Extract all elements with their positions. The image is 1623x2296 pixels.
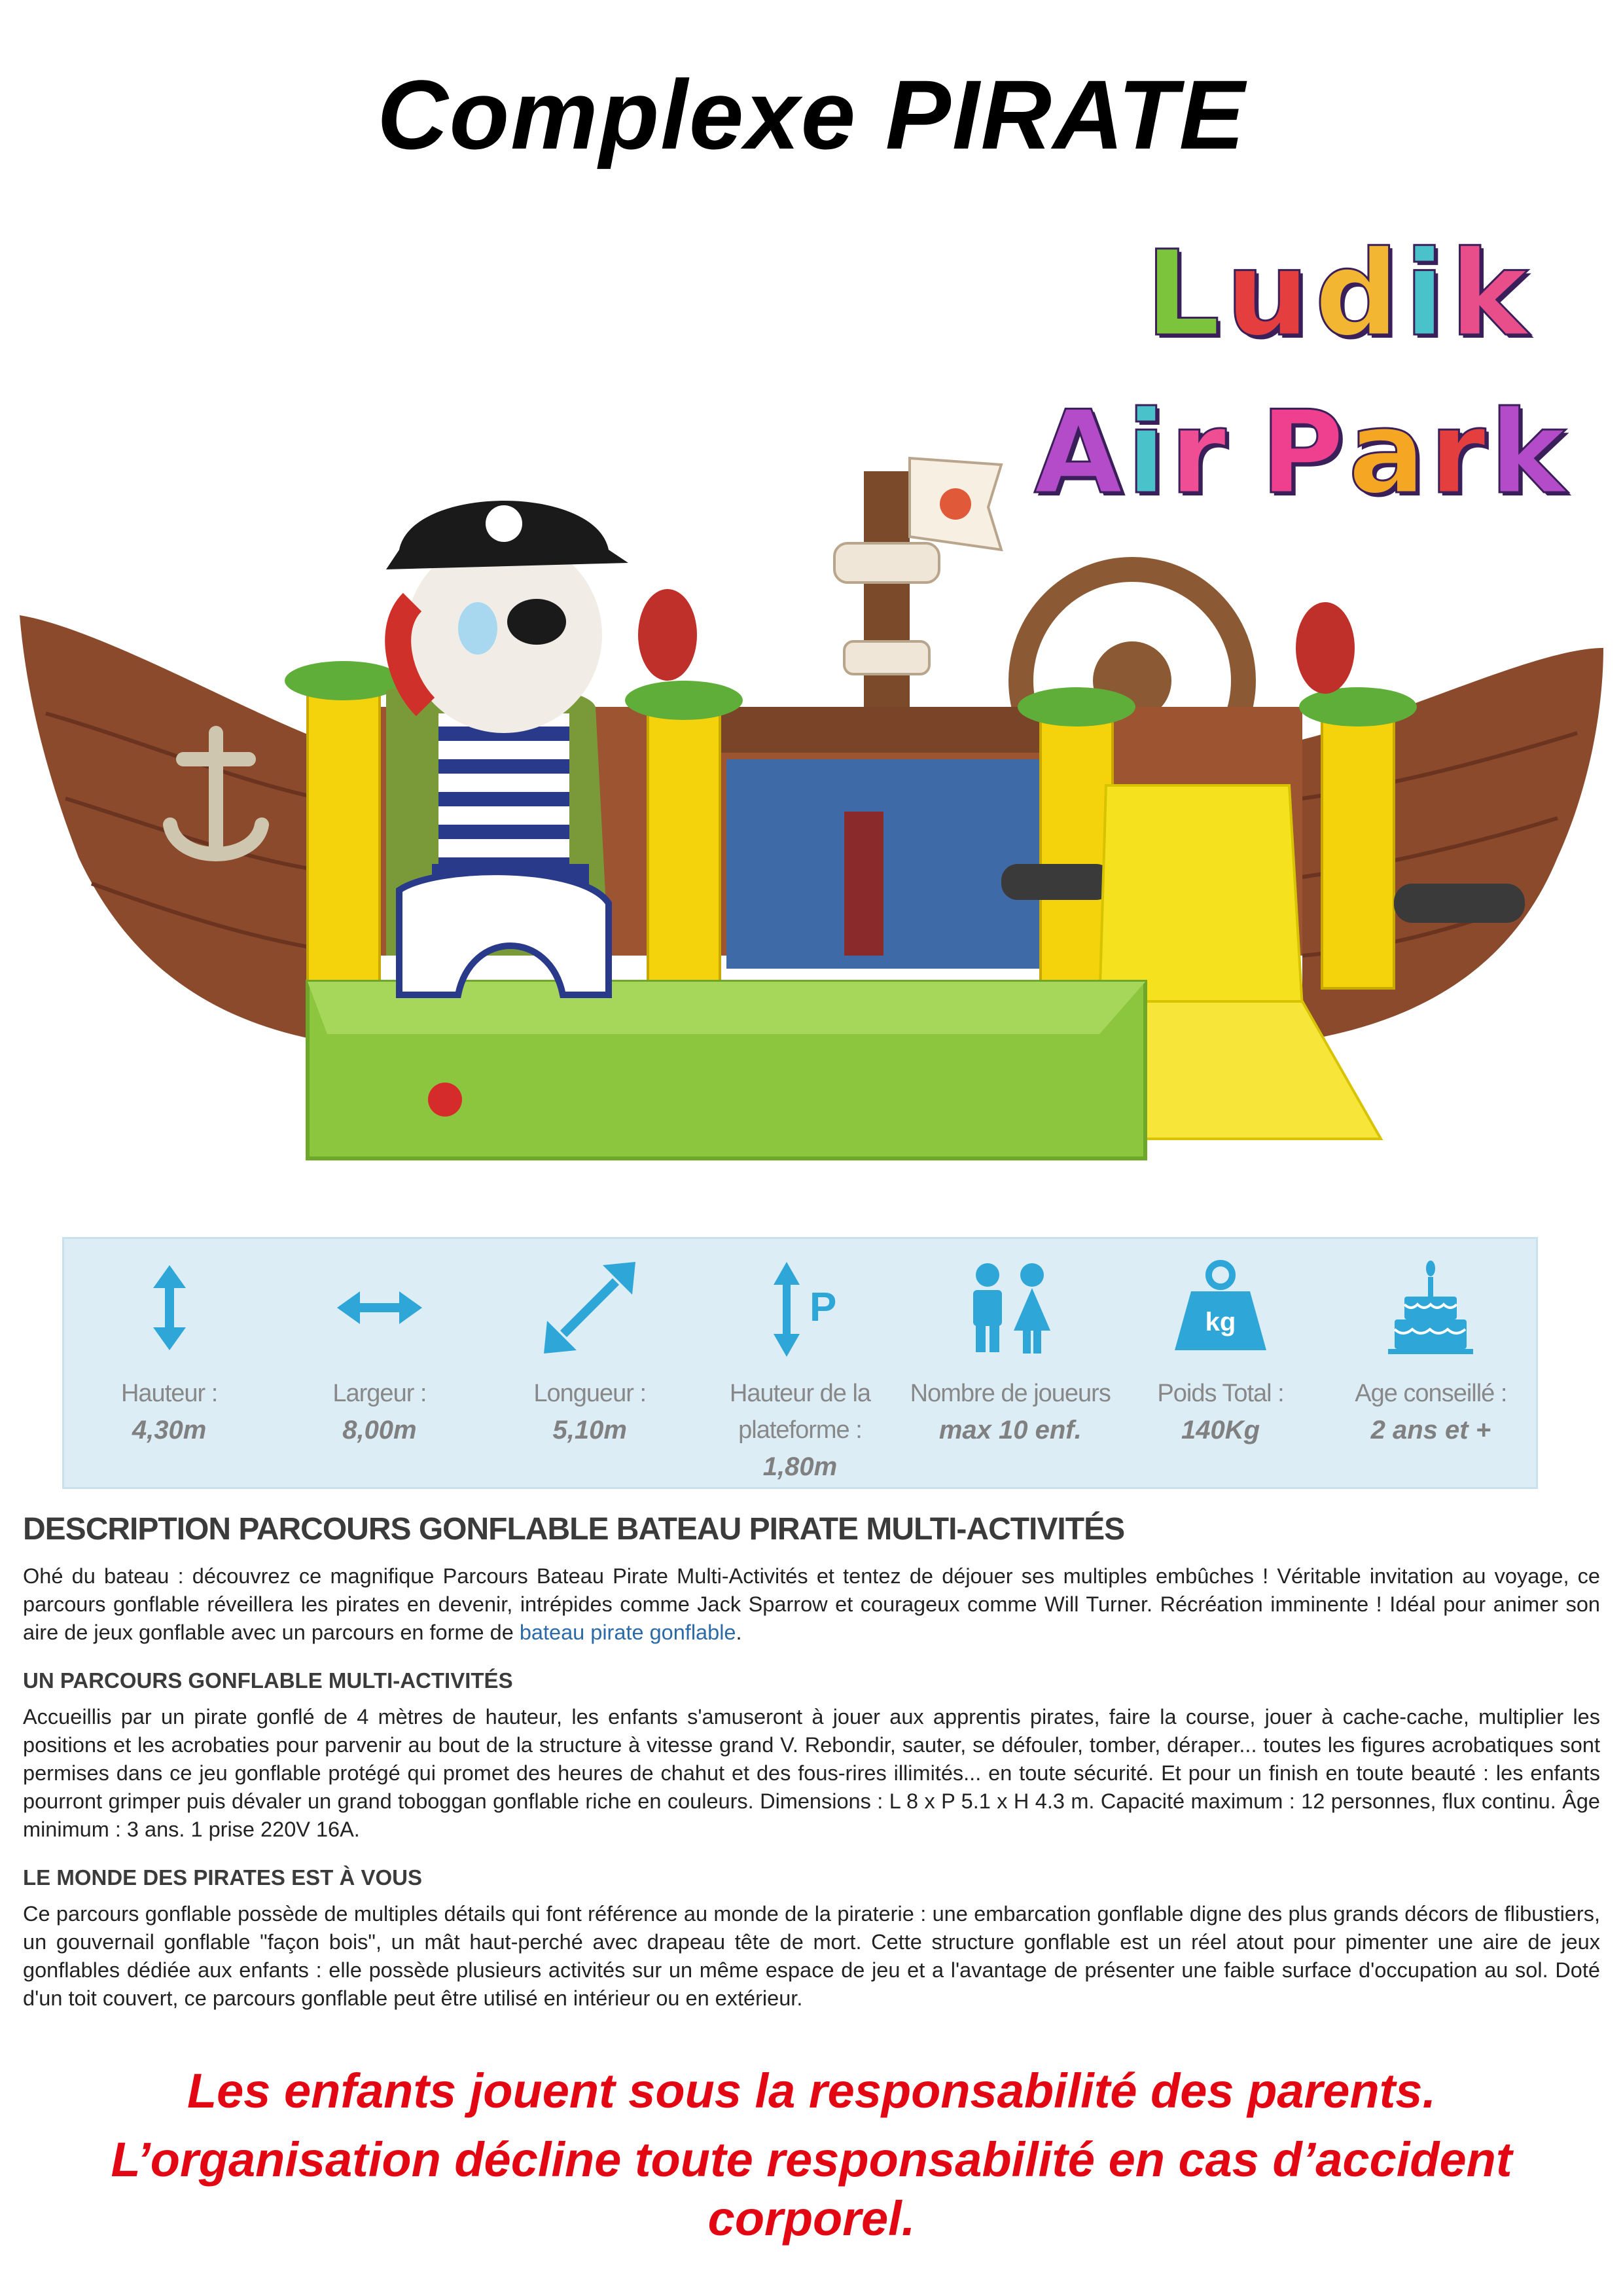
blower-valve (428, 1083, 462, 1117)
specifications-panel (62, 1237, 1538, 1489)
mast-ring (844, 641, 929, 674)
spec-label: Hauteur : (120, 1380, 218, 1407)
logo-line-1 (1145, 226, 1529, 363)
parrot-decoration (638, 589, 697, 681)
height-icon (114, 1252, 225, 1363)
spec-value: 2 ans et + (1370, 1416, 1491, 1444)
spec-label: Age conseillé : (1355, 1380, 1507, 1407)
pirate-figure (385, 501, 628, 995)
cannon (1394, 884, 1525, 923)
page-title: Complexe PIRATE (377, 60, 1246, 170)
logo-letter: u (1225, 226, 1310, 363)
section2-title: LE MONDE DES PIRATES EST À VOUS (23, 1865, 422, 1890)
section1-text: Accueillis par un pirate gonflé de 4 mètres de hauteur, les enfants s'amuseront à jouer aux apprentis pirates, faire la course, jouer à cache-cache, multiplier les positions et les acrobaties pour parvenir au bout de la structure à vitesse grand V. Rebondir, sauter, se défouler, tomber, déraper... toutes les figures acrobatiques sont permises dans ce jeu gonflable protégé qui promet des heures de chahut et des fous-rires illimités... en toute sécurité. Et pour un finish en toute beauté : les enfants pourront grimper puis dévaler un grand toboggan gonflable riche en couleurs. Dimensions : L 8 x P 5.1 x H 4.3 m. Capacité maximum : 12 personnes, flux continu. Âge minimum : 3 ans. 1 prise 220V 16A. (23, 1705, 1600, 1841)
logo-letter: a (1348, 387, 1426, 520)
weight-icon (1165, 1252, 1276, 1363)
spec-platform-height (695, 1239, 905, 1487)
logo-letter: r (1169, 387, 1226, 520)
logo-letter: d (1314, 226, 1399, 363)
logo-letter: L (1145, 226, 1221, 363)
bateau-pirate-link[interactable]: bateau pirate gonflable (519, 1621, 736, 1644)
intro-text: Ohé du bateau : découvrez ce magnifique Parcours Bateau Pirate Multi-Activités et tentez de déjouer ses multiples embûches ! Véritable invitation au voyage, ce parcours gonflable réveillera les pirates en devenir, intrépides comme Jack Sparrow et courageux comme Will Turner. Récréation imminente ! Idéal pour animer son aire de jeux gonflable avec un parcours en forme de (23, 1564, 1600, 1644)
spec-label: Hauteur de la (729, 1380, 871, 1407)
yellow-pillar (308, 681, 380, 988)
spec-value: 1,80m (762, 1452, 838, 1481)
yellow-pillar (648, 700, 720, 982)
logo-letter: i (1404, 226, 1445, 363)
spec-label: plateforme : (738, 1416, 862, 1444)
intro-text-end: . (736, 1621, 742, 1644)
logo-letter: A (1034, 387, 1123, 520)
description-intro (23, 1562, 1600, 1647)
logo-letter: r (1429, 387, 1486, 520)
slide (1099, 785, 1302, 1008)
spec-label: Longueur : (533, 1380, 647, 1407)
obstacle-pillar (844, 812, 883, 956)
logo-letter: k (1489, 387, 1566, 520)
logo-letter: i (1126, 387, 1166, 520)
age-cake-icon (1375, 1252, 1486, 1363)
spec-value: 4,30m (132, 1416, 207, 1444)
spec-label: Largeur : (332, 1380, 427, 1407)
skull-flag-emblem (940, 488, 971, 520)
yellow-pillar (1322, 707, 1394, 988)
warning-line-3: corporel. (707, 2191, 916, 2246)
spec-value: 140Kg (1181, 1416, 1260, 1444)
spec-weight (1115, 1239, 1325, 1487)
description-section (23, 1509, 1600, 2013)
spec-players (905, 1239, 1115, 1487)
warning-line-2: L’organisation décline toute responsabilité en cas d’accident (111, 2132, 1512, 2187)
mast-ring (834, 543, 939, 583)
svg-text:kg: kg (1205, 1308, 1236, 1336)
logo-letter: P (1260, 387, 1345, 520)
spec-label: Poids Total : (1157, 1380, 1284, 1407)
cannon (1001, 864, 1113, 900)
spec-value: 8,00m (342, 1416, 417, 1444)
width-icon (324, 1252, 435, 1363)
section2-text: Ce parcours gonflable possède de multiples détails qui font référence au monde de la piraterie : une embarcation gonflable digne des plus grands décors de flibustiers, un gouvernail gonflable "façon bois", un mât haut-perché avec drapeau tête de mort. Cette structure gonflable est un réel atout pour pimenter une aire de jeux gonflables dédiée aux enfants : elle possède plusieurs activités sur un même espace de jeu et a l'avantage de présenter une faible surface d'occupation au sol. Doté d'un toit couvert, ce parcours gonflable peut être utilisé en intérieur ou en extérieur. (23, 1902, 1600, 2010)
pirate-ship-inflatable-illustration (20, 432, 1603, 1198)
description-heading: DESCRIPTION PARCOURS GONFLABLE BATEAU PIRATE MULTI-ACTIVITÉS (23, 1512, 1125, 1547)
spec-value: 5,10m (552, 1416, 627, 1444)
length-icon (534, 1252, 645, 1363)
svg-text:P: P (810, 1285, 837, 1330)
parrot-decoration (1296, 602, 1355, 694)
inner-play-area (726, 759, 1054, 969)
spec-length (485, 1239, 695, 1487)
warning-line-1: Les enfants jouent sous la responsabilité des parents. (187, 2064, 1436, 2118)
players-icon (955, 1252, 1066, 1363)
logo-letter: k (1450, 226, 1529, 363)
deck-beam (713, 707, 1054, 753)
section1-title: UN PARCOURS GONFLABLE MULTI-ACTIVITÉS (23, 1668, 513, 1693)
spec-value: max 10 enf. (938, 1416, 1082, 1444)
spec-label: Nombre de joueurs (910, 1380, 1111, 1407)
platform-height-icon (744, 1252, 855, 1363)
spec-width (274, 1239, 484, 1487)
spec-height (64, 1239, 274, 1487)
spec-age (1326, 1239, 1536, 1487)
